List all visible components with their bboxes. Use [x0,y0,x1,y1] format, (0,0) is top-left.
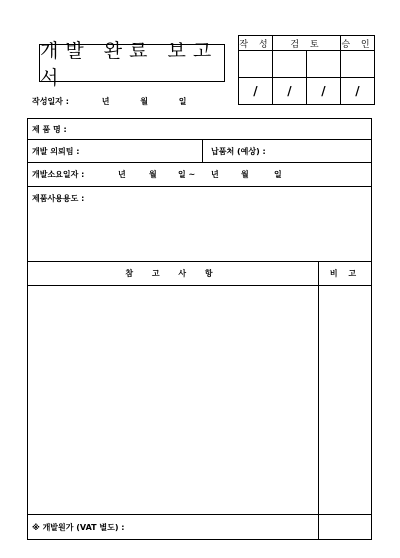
period-end-month: 월 [241,170,249,179]
period-label: 개발소요일자 : [32,170,85,179]
approval-sign-cell[interactable] [341,51,375,78]
approval-sign-cell[interactable] [239,51,273,78]
notes-header-row [28,262,371,286]
approval-header-writer: 작 성 [239,36,273,51]
period-start-month: 월 [149,170,157,179]
approval-date-cell[interactable]: / [273,78,307,105]
approval-table [238,35,375,105]
product-name-row[interactable] [28,119,371,140]
day-unit: 일 [178,97,187,106]
client-label: 개발 의뢰팀 : [32,146,80,156]
period-start-year: 년 [118,170,126,179]
approval-header-approve: 승 인 [341,36,375,51]
delivery-label: 납품처 (예상) : [211,146,266,156]
period-end-day: 일 [274,170,282,179]
year-unit: 년 [101,97,110,106]
usage-row[interactable] [28,187,371,262]
approval-date-cell[interactable]: / [341,78,375,105]
notes-header: 참 고 사 항 [125,269,221,278]
approval-sign-cell[interactable] [273,51,307,78]
period-end-year: 년 [211,170,219,179]
notes-area[interactable] [28,286,318,514]
approval-sign-cell[interactable] [307,51,341,78]
usage-label: 제품사용용도 : [32,194,85,203]
period-start-day: 일 ~ [178,170,196,179]
approval-date-cell[interactable]: / [239,78,273,105]
write-date-label: 작성일자 : [32,97,69,106]
remarks-header: 비 고 [329,269,361,278]
document-title: 개발 완료 보고서 [39,44,225,82]
price-row[interactable] [28,514,371,540]
remarks-area[interactable] [319,286,372,514]
period-row[interactable] [28,163,371,187]
divider [202,140,203,162]
approval-header-review: 검 토 [273,36,341,51]
month-unit: 월 [140,97,148,106]
product-name-label: 제 품 명 : [32,124,67,134]
write-date [32,96,187,107]
report-form [27,118,372,540]
client-row [28,140,371,163]
approval-date-cell[interactable]: / [307,78,341,105]
price-label: ※ 개발원가 (VAT 별도) : [32,523,125,532]
